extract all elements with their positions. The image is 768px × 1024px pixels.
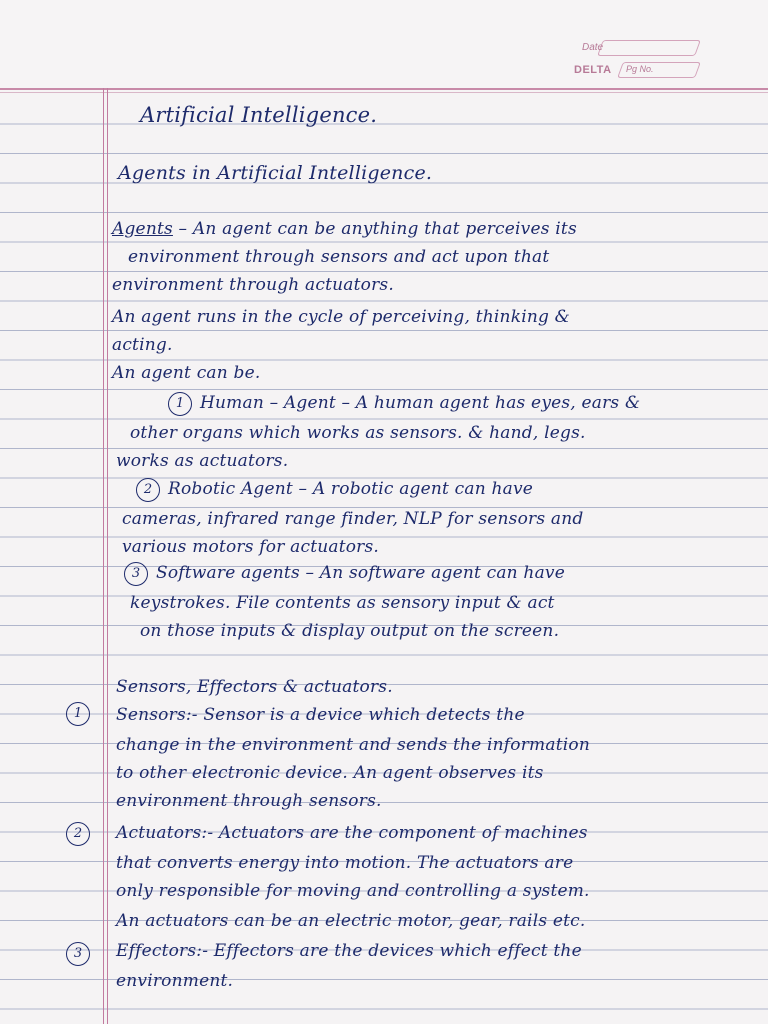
agents-line-4: An agent runs in the cycle of perceiving, thinking & [112, 307, 570, 327]
agent-type-1-line-3: works as actuators. [116, 451, 289, 471]
agent-type-2-marker: 2 [136, 478, 160, 502]
definition-1-line-3: to other electronic device. An agent observes its [116, 763, 544, 783]
page-title: Artificial Intelligence. [140, 103, 378, 127]
header-rule [0, 88, 768, 90]
agents-line-2: environment through sensors and act upon that [128, 247, 550, 267]
section2-heading: Sensors, Effectors & actuators. [116, 677, 393, 697]
agent-type-3-line-2: keystrokes. File contents as sensory input & act [130, 593, 555, 613]
margin-line-inner [107, 88, 108, 1024]
agent-type-1-marker: 1 [168, 392, 192, 416]
agent-type-3-line-1: Software agents – An software agent can have [156, 563, 565, 583]
definition-3-line-2: environment. [116, 971, 234, 991]
delta-stamp [574, 36, 702, 80]
agent-type-2-line-1: Robotic Agent – A robotic agent can have [168, 479, 534, 499]
agent-type-3-marker: 3 [124, 562, 148, 586]
agents-line-3: environment through actuators. [112, 275, 394, 295]
definition-3-marker: 3 [66, 942, 90, 966]
page-number-label: Pg No. [626, 64, 654, 74]
agents-line-6: An agent can be. [112, 363, 261, 383]
agents-line-1 [112, 218, 577, 240]
definition-2-line-2: that converts energy into motion. The actuators are [116, 853, 574, 873]
margin-line [103, 88, 104, 1024]
definition-1-marker: 1 [66, 702, 90, 726]
definition-1-line-1: Sensors:- Sensor is a device which detects the [116, 705, 525, 725]
agent-type-1-line-2: other organs which works as sensors. & hand, legs. [130, 423, 586, 443]
definition-2-line-1: Actuators:- Actuators are the component of machines [116, 823, 588, 843]
brand-logo: DELTA [574, 64, 612, 76]
date-label: Date [582, 42, 604, 53]
definition-2-line-3: only responsible for moving and controlling a system. [116, 881, 590, 901]
definition-2-marker: 2 [66, 822, 90, 846]
definition-2-line-4: An actuators can be an electric motor, gear, rails etc. [116, 911, 586, 931]
agents-term: Agents [112, 219, 173, 239]
page-subtitle: Agents in Artificial Intelligence. [118, 162, 433, 184]
definition-1-line-4: environment through sensors. [116, 791, 382, 811]
agents-line-5: acting. [112, 335, 173, 355]
date-box [597, 40, 701, 56]
header-rule-secondary [0, 92, 768, 93]
agents-line-1-text: – An agent can be anything that perceives its [178, 219, 577, 239]
definition-3-line-1: Effectors:- Effectors are the devices which effect the [116, 941, 582, 961]
agent-type-3-line-3: on those inputs & display output on the screen. [140, 621, 560, 641]
agent-type-1-line-1: Human – Agent – A human agent has eyes, ears & [200, 393, 641, 413]
definition-1-line-2: change in the environment and sends the information [116, 735, 590, 755]
agent-type-2-line-2: cameras, infrared range finder, NLP for sensors and [122, 509, 584, 529]
agent-type-2-line-3: various motors for actuators. [122, 537, 380, 557]
